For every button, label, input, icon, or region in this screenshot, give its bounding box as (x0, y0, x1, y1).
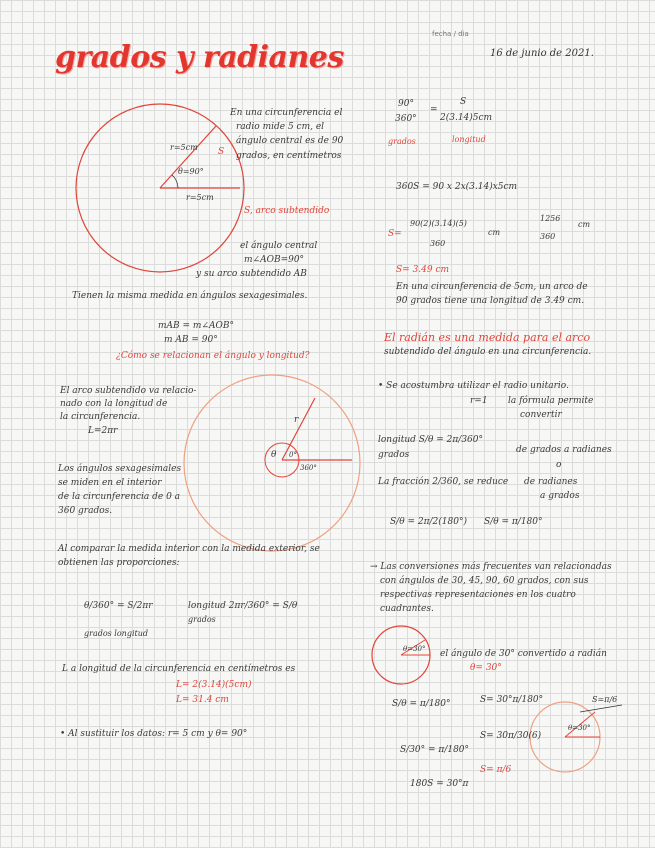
length-l3: L= 31.4 cm (176, 695, 229, 705)
r-equal: = (430, 105, 438, 115)
r-f3b: 360 (430, 239, 446, 248)
r-f5: S/θ = 2π/2(180°) (390, 517, 467, 527)
arc-l6: se miden en el interior (58, 478, 162, 488)
r-e4: S= 30π/30(6) (480, 731, 542, 741)
length-l1: L a longitud de la circunferencia en centímetros es (62, 664, 296, 674)
c1-r-label: r=5cm (170, 143, 198, 152)
r-c1: de grados a radianes (516, 445, 612, 455)
c1-theta-label: θ=90° (178, 167, 204, 176)
central-l1: el ángulo central (240, 241, 318, 251)
arc-l3: la circunferencia. (60, 412, 141, 422)
r-e6: S= π/6 (480, 765, 512, 775)
r-e7: S=π/6 (592, 695, 618, 704)
r-f4b: grados (378, 450, 410, 460)
r-conv3: respectivas representaciones en los cuatro (380, 590, 576, 600)
r-c3lab: θ=30° (568, 724, 591, 732)
r-e2: S= 30°π/180° (480, 695, 544, 705)
r-f4: longitud S/θ = 2π/360° (378, 435, 483, 445)
r-f1d: 2(3.14)5cm (440, 113, 493, 123)
r-u4: convertir (520, 410, 562, 420)
arc-l7: de la circunferencia de 0 a (58, 492, 181, 502)
circle-2-radius (282, 398, 315, 460)
compare-f1: θ/360° = S/2πr (84, 601, 153, 611)
r-u2: r=1 (470, 396, 488, 406)
arc-label: S, arco subtendido (244, 206, 330, 216)
c1-base-label: r=5cm (186, 193, 214, 202)
r-f1b: 360° (395, 114, 417, 124)
circle-1-radius-up (160, 126, 216, 188)
r-f1c: S (460, 97, 467, 107)
page-title: grados y radianes (55, 40, 344, 75)
r-f1a: 90° (398, 99, 414, 109)
r-ang1: el ángulo de 30° convertido a radián (440, 649, 607, 659)
r-frac: La fracción 2/360, se reduce (378, 477, 509, 487)
r-f3e: 360 (540, 232, 556, 241)
compare-l1: Al comparar la medida interior con la medida exterior, se (58, 544, 320, 554)
r-lab-g: grados (388, 137, 416, 146)
r-f3f: cm (578, 220, 591, 229)
arc-l1: El arco subtendido va relacio- (60, 386, 197, 396)
r-conv4: cuadrantes. (380, 604, 434, 614)
c2-theta-label: θ (271, 450, 277, 460)
r-f3a: 90(2)(3.14)(5) (410, 219, 467, 228)
r-lab-l: longitud (452, 135, 486, 144)
c1-s-label: S (218, 147, 225, 157)
compare-lab2: grados (188, 615, 216, 624)
central-l6: m AB = 90° (164, 335, 218, 345)
r-result: S= 3.49 cm (396, 265, 450, 275)
r-c2: o (556, 460, 562, 470)
r-u1: • Se acostumbra utilizar el radio unitario. (378, 381, 569, 391)
compare-l2: obtienen las proporciones: (58, 558, 180, 568)
header-note: fecha / dia (432, 30, 469, 38)
c2-r-label: r (294, 415, 299, 425)
length-l4: • Al sustituir los datos: r= 5 cm y θ= 90° (60, 729, 248, 739)
c2-full-label: 360° (300, 464, 317, 472)
c2-zero-label: 0° (289, 451, 297, 459)
intro-l2: radio mide 5 cm, el (236, 122, 325, 132)
intro-l1: En una circunferencia el (230, 108, 343, 118)
arc-l4: L=2πr (88, 426, 118, 436)
r-c4: a grados (540, 491, 580, 501)
intro-l3: ángulo central es de 90 (236, 136, 344, 146)
r-u3: la fórmula permite (508, 396, 594, 406)
intro-l4: grados, en centímetros (236, 151, 342, 161)
r-r2: 90 grados tiene una longitud de 3.49 cm. (396, 296, 585, 306)
r-ang2: θ= 30° (470, 663, 502, 673)
central-l3: y su arco subtendido AB (196, 269, 307, 279)
r-f3c: cm (488, 228, 501, 237)
circle-2-outer (184, 375, 360, 551)
r-conv1: → Las conversiones más frecuentes van relacionadas (370, 562, 612, 572)
r-f2: 360S = 90 x 2x(3.14)x5cm (396, 182, 518, 192)
r-ang-circ: θ=30° (403, 645, 426, 653)
r-r1: En una circunferencia de 5cm, un arco de (396, 282, 588, 292)
r-c3: de radianes (524, 477, 578, 487)
compare-lab1: grados longitud (84, 629, 148, 638)
date-text: 16 de junio de 2021. (490, 48, 594, 59)
central-l5: mAB = m∠AOB° (158, 321, 234, 331)
central-question: ¿Cómo se relacionan el ángulo y longitud? (116, 351, 310, 361)
r-s-eq: S= (388, 229, 402, 239)
central-l2: m∠AOB=90° (244, 255, 305, 265)
arc-l8: 360 grados. (58, 506, 113, 516)
arc-l5: Los ángulos sexagesimales (58, 464, 182, 474)
r-conv2: con ángulos de 30, 45, 90, 60 grados, con sus (380, 576, 589, 586)
compare-f2: longitud 2πr/360° = S/θ (188, 601, 298, 611)
r-e1: S/θ = π/180° (392, 699, 451, 709)
arc-l2: nado con la longitud de (60, 399, 168, 409)
r-f6: S/θ = π/180° (484, 517, 543, 527)
central-l4: Tienen la misma medida en ángulos sexagesimales. (72, 291, 308, 301)
r-rad2: subtendido del ángulo en una circunferencia. (384, 347, 592, 357)
r-e5: 180S = 30°π (410, 779, 469, 789)
length-l2: L= 2(3.14)(5cm) (176, 680, 252, 690)
r-f3d: 1256 (540, 214, 561, 223)
r-e3: S/30° = π/180° (400, 745, 470, 755)
r-rad1: El radián es una medida para el arco (384, 331, 591, 344)
